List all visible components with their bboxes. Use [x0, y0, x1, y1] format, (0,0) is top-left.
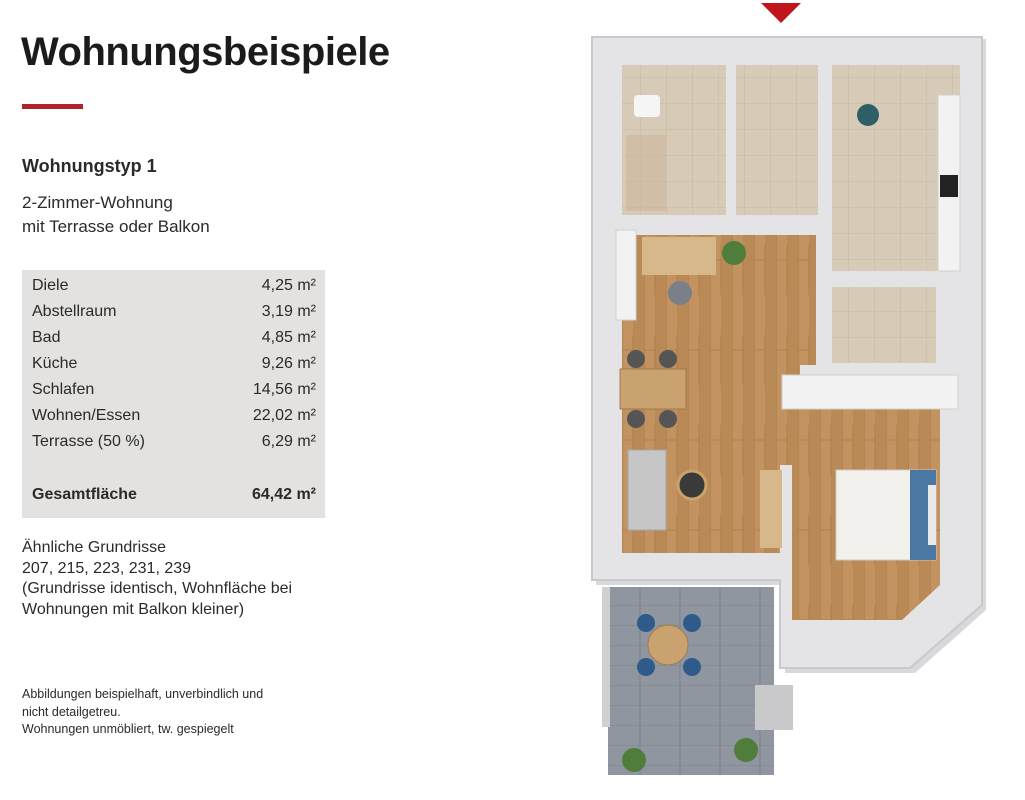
title-accent-rule — [22, 104, 83, 109]
room-size: 4,25 m² — [261, 277, 316, 294]
room-name: Bad — [32, 329, 61, 346]
storage-floor — [736, 65, 818, 215]
total-label: Gesamtfläche — [32, 486, 137, 503]
page-title: Wohnungsbeispiele — [21, 30, 390, 74]
room-name: Küche — [32, 355, 78, 372]
similar-plans-note — [22, 538, 292, 620]
room-size: 4,85 m² — [261, 329, 316, 346]
plant-icon — [622, 748, 646, 772]
stove-icon — [940, 175, 958, 197]
room-size: 6,29 m² — [261, 433, 316, 450]
dining-chair-icon — [659, 410, 677, 428]
area-row — [32, 276, 316, 302]
sideboard — [616, 230, 636, 320]
room-name: Schlafen — [32, 381, 95, 398]
plant-icon — [722, 241, 746, 265]
north-marker-icon — [761, 3, 801, 23]
shelf — [760, 470, 782, 548]
sink-icon — [634, 95, 660, 117]
similar-plans-line: 207, 215, 223, 231, 239 — [22, 559, 192, 577]
area-row — [32, 302, 316, 328]
coffee-table — [678, 471, 706, 499]
room-name: Abstellraum — [32, 303, 117, 320]
similar-plans-line: Ähnliche Grundrisse — [22, 539, 167, 556]
total-size: 64,42 m² — [251, 486, 316, 503]
room-name: Diele — [32, 277, 69, 294]
disclaimer-line: Abbildungen beispielhaft, unverbindlich und — [22, 687, 264, 701]
disclaimer — [22, 686, 263, 739]
floorplan-illustration — [380, 25, 1025, 785]
room-name: Terrasse (50 %) — [32, 433, 145, 450]
terrace-wall — [602, 587, 610, 727]
disclaimer-line: Wohnungen unmöbliert, tw. gespiegelt — [22, 722, 234, 736]
plant-icon — [734, 738, 758, 762]
dining-table — [620, 369, 686, 409]
terrace-chair-icon — [683, 614, 701, 632]
hall-floor — [832, 287, 936, 363]
disclaimer-line: nicht detailgetreu. — [22, 704, 121, 719]
terrace-chair-icon — [683, 658, 701, 676]
area-row — [32, 406, 316, 432]
room-name: Wohnen/Essen — [32, 407, 141, 424]
pillow — [928, 485, 936, 545]
desk-chair-icon — [668, 281, 692, 305]
terrace-chair-icon — [637, 614, 655, 632]
room-size: 3,19 m² — [261, 303, 316, 320]
total-row — [32, 485, 316, 511]
dining-chair-icon — [659, 350, 677, 368]
desk — [642, 237, 716, 275]
area-row — [32, 354, 316, 380]
area-table — [22, 270, 325, 518]
room-size: 14,56 m² — [252, 381, 316, 398]
area-row — [32, 328, 316, 354]
unit-description — [22, 191, 210, 239]
dining-chair-icon — [627, 350, 645, 368]
room-size: 22,02 m² — [252, 407, 316, 424]
unit-type-heading: Wohnungstyp 1 — [22, 156, 157, 176]
terrace-chair-icon — [637, 658, 655, 676]
unit-description-line: mit Terrasse oder Balkon — [22, 217, 210, 236]
terrace-table — [648, 625, 688, 665]
sofa — [628, 450, 666, 530]
dining-chair-icon — [627, 410, 645, 428]
chair-icon — [857, 104, 879, 126]
area-row — [32, 432, 316, 458]
room-size: 9,26 m² — [261, 355, 316, 372]
wardrobe — [782, 375, 958, 409]
similar-plans-line: (Grundrisse identisch, Wohnfläche bei — [22, 580, 293, 597]
shower-icon — [626, 135, 666, 211]
terrace-step — [755, 685, 793, 730]
area-row — [32, 380, 316, 406]
similar-plans-line: Wohnungen mit Balkon kleiner) — [22, 600, 245, 618]
unit-description-line: 2-Zimmer-Wohnung — [22, 193, 173, 212]
